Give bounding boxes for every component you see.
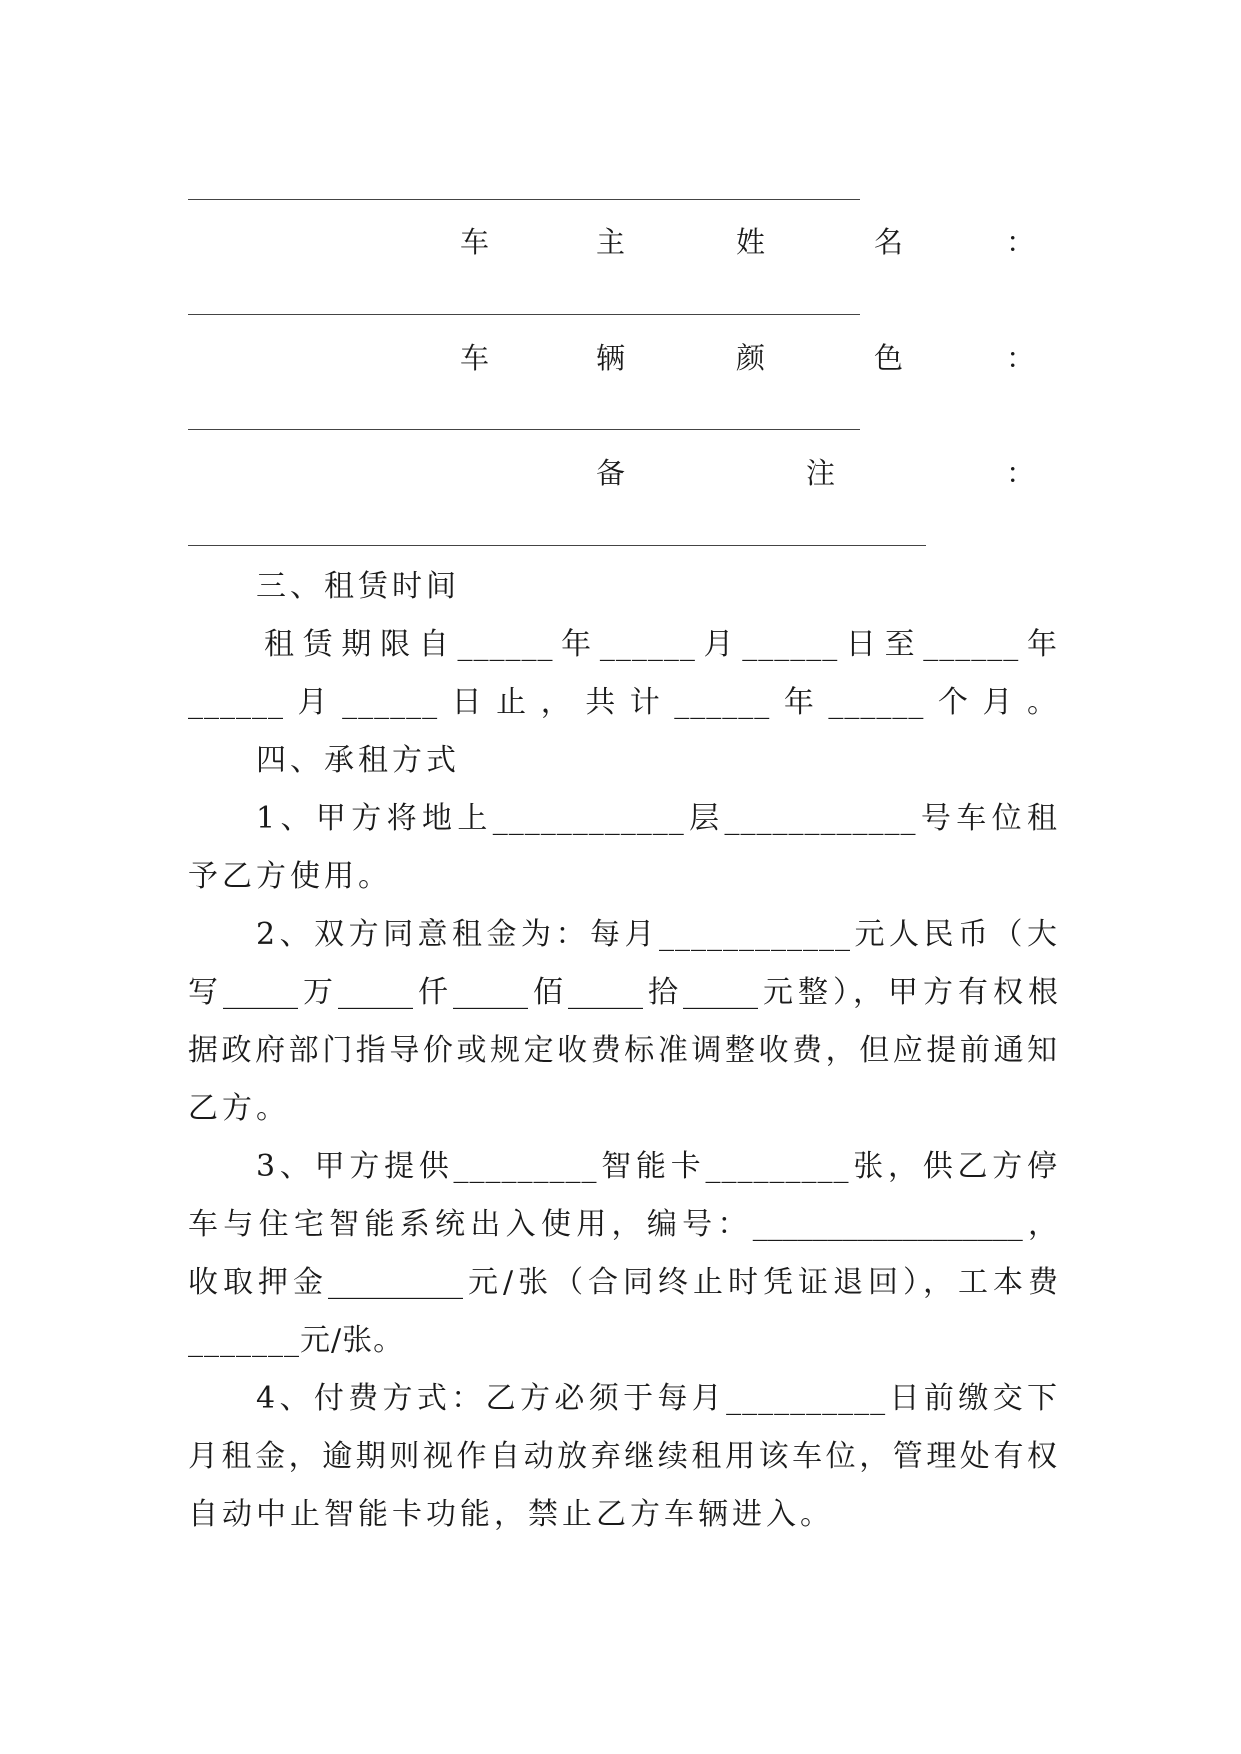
- section-heading: 四、承租方式: [256, 743, 460, 778]
- paragraph-line: 予乙方使用。: [188, 859, 392, 894]
- field-vehicle-color: 车 辆 颜 色 ：: [460, 341, 1036, 375]
- paragraph-line: _______元/张。: [188, 1323, 405, 1358]
- paragraph-line: 4、付费方式：乙方必须于每月__________日前缴交下: [256, 1381, 1058, 1416]
- paragraph-line: 2、双方同意租金为：每月____________元人民币（大: [256, 917, 1058, 952]
- paragraph-line: 月租金，逾期则视作自动放弃继续租用该车位，管理处有权: [188, 1439, 1058, 1474]
- paragraph-line: 租赁期限自______年______月______日至______年: [264, 627, 1058, 662]
- paragraph-line: 收取押金_________元/张（合同终止时凭证退回），工本费: [188, 1265, 1058, 1300]
- paragraph-line: ______月______日止，共计______年______个月。: [188, 685, 1058, 720]
- blank-underline: [188, 545, 926, 546]
- section-heading: 三、租赁时间: [256, 569, 460, 604]
- paragraph-line: 3、甲方提供_________智能卡_________张，供乙方停: [256, 1149, 1058, 1184]
- paragraph-line: 1、甲方将地上____________层____________号车位租: [256, 801, 1058, 836]
- paragraph-line: 据政府部门指导价或规定收费标准调整收费，但应提前通知: [188, 1033, 1058, 1068]
- blank-underline: [188, 199, 860, 200]
- field-owner-name: 车 主 姓 名 ：: [460, 225, 1036, 259]
- paragraph-line: 写_____万_____仟_____佰_____拾_____元整），甲方有权根: [188, 975, 1058, 1010]
- paragraph-line: 乙方。: [188, 1091, 290, 1126]
- field-remarks: 备 注 ：: [596, 456, 1036, 490]
- paragraph-line: 车与住宅智能系统出入使用，编号：__________________，: [188, 1207, 1058, 1242]
- blank-underline: [188, 429, 860, 430]
- paragraph-line: 自动中止智能卡功能，禁止乙方车辆进入。: [188, 1497, 834, 1532]
- blank-underline: [188, 314, 860, 315]
